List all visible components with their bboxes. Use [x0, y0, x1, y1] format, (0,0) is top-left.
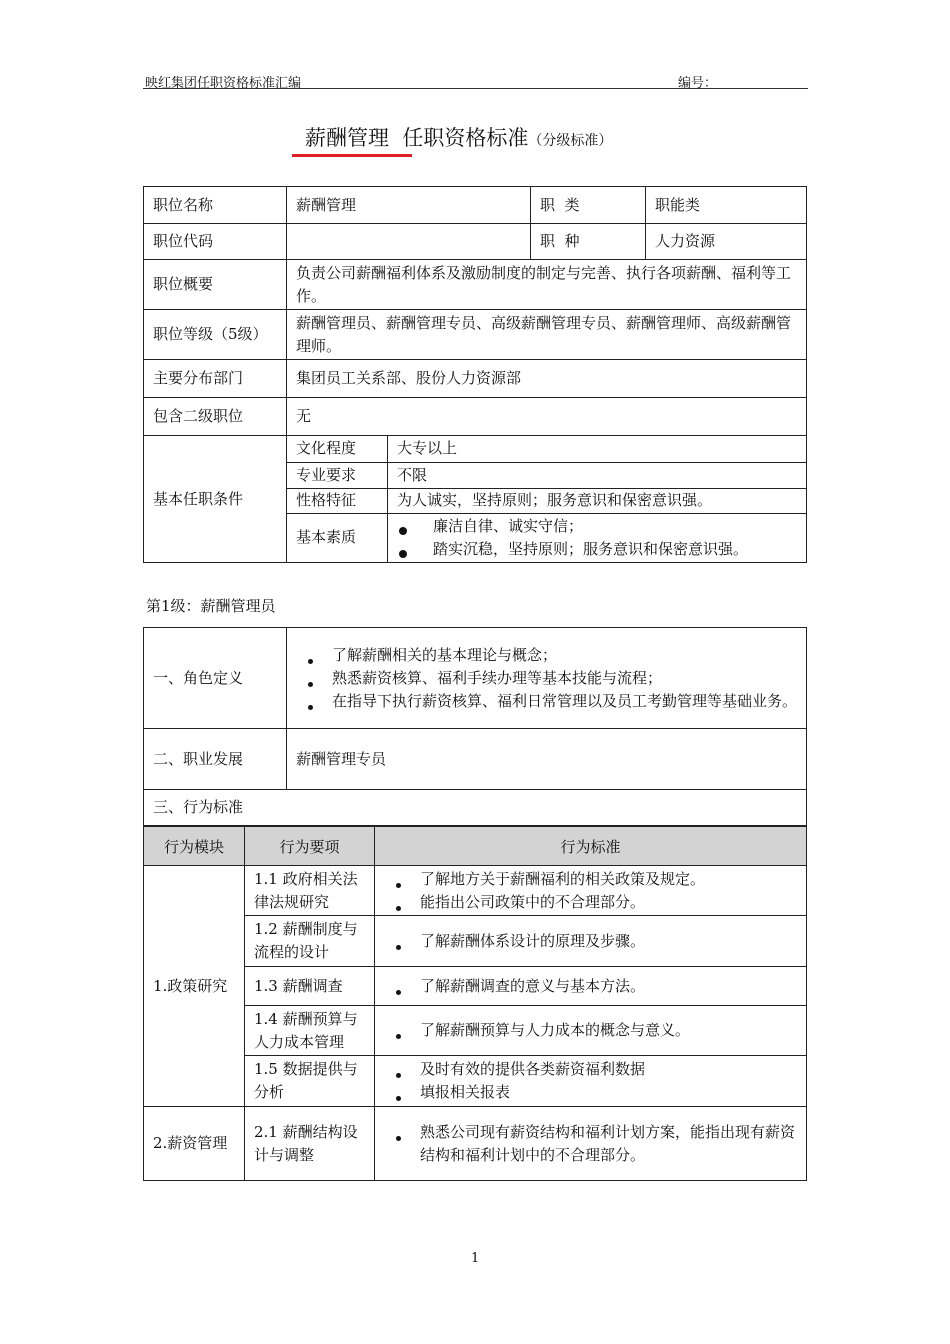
sub-position-label: 包含二级职位 [144, 398, 287, 436]
behavior-item: 2.1 薪酬结构设计与调整 [245, 1107, 375, 1181]
title-main: 薪酬管理 任职资格标准 [305, 126, 529, 150]
list-item: 了解薪酬调查的意义与基本方法。 [384, 975, 797, 998]
table-row [144, 187, 807, 224]
condition-value: 大专以上 [397, 439, 458, 458]
condition-key: 文化程度 [287, 436, 388, 462]
career-value: 薪酬管理专员 [287, 729, 807, 790]
table-row [144, 436, 807, 563]
list-item: 了解薪酬体系设计的原理及步骤。 [384, 930, 797, 953]
grade-label: 职位等级（5级） [144, 310, 287, 360]
table-row [144, 260, 807, 310]
column-header: 行为要项 [245, 827, 375, 866]
table-header-row [144, 827, 807, 866]
conditions-label: 基本任职条件 [144, 436, 287, 563]
position-code-label: 职位代码 [144, 224, 287, 260]
condition-key: 基本素质 [287, 513, 388, 562]
module-name: 1.政策研究 [144, 866, 245, 1107]
level1-table [143, 627, 807, 826]
list-item: 熟悉薪资核算、福利手续办理等基本技能与流程； [296, 667, 797, 690]
list-item: 踏实沉稳，坚持原则；服务意识和保密意识强。 [397, 538, 797, 561]
job-class-value: 职能类 [646, 187, 807, 224]
header-title: 映红集团任职资格标准汇编 [145, 76, 302, 91]
page-number: 1 [471, 1251, 480, 1266]
bullet-list [296, 644, 797, 713]
behavior-item: 1.4 薪酬预算与人力成本管理 [245, 1006, 375, 1056]
list-item: 了解薪酬预算与人力成本的概念与意义。 [384, 1019, 797, 1042]
table-row [144, 224, 807, 260]
condition-value: 不限 [388, 462, 807, 488]
position-code-value [287, 224, 531, 260]
position-name-value: 薪酬管理 [287, 187, 531, 224]
list-item: 了解薪酬相关的基本理论与概念； [296, 644, 797, 667]
table-row [144, 729, 807, 790]
summary-value: 负责公司薪酬福利体系及激励制度的制定与完善、执行各项薪酬、福利等工作。 [287, 260, 807, 310]
behavior-item: 1.5 数据提供与分析 [245, 1056, 375, 1107]
column-header: 行为标准 [375, 827, 807, 866]
table-row [144, 398, 807, 436]
basic-info-table [143, 186, 807, 563]
department-value: 集团员工关系部、股份人力资源部 [287, 360, 807, 398]
page-header [143, 70, 808, 89]
behavior-table [143, 826, 807, 1181]
module-name: 2.薪资管理 [144, 1107, 245, 1181]
career-label: 二、职业发展 [144, 729, 287, 790]
page-title [305, 122, 612, 152]
department-label: 主要分布部门 [144, 360, 287, 398]
bullet-list [384, 1121, 797, 1167]
list-item: 在指导下执行薪资核算、福利日常管理以及员工考勤管理等基础业务。 [296, 690, 797, 713]
list-item: 了解地方关于薪酬福利的相关政策及规定。 [384, 868, 797, 891]
role-label: 一、角色定义 [144, 628, 287, 729]
job-type-label: 职 种 [531, 224, 646, 260]
bullet-list [397, 515, 797, 561]
level-title: 第1级：薪酬管理员 [146, 597, 276, 615]
bullet-list [384, 1058, 797, 1104]
title-sub: （分级标准） [528, 133, 613, 149]
behavior-item: 1.1 政府相关法律法规研究 [245, 866, 375, 916]
list-item: 能指出公司政策中的不合理部分。 [384, 891, 797, 914]
job-class-label: 职 类 [531, 187, 646, 224]
list-item: 熟悉公司现有薪资结构和福利计划方案，能指出现有薪资结构和福利计划中的不合理部分。 [384, 1121, 797, 1167]
behavior-label: 三、行为标准 [144, 790, 807, 826]
condition-key: 性格特征 [287, 488, 388, 513]
table-row [144, 628, 807, 729]
title-underline [292, 154, 412, 157]
summary-label: 职位概要 [144, 260, 287, 310]
job-type-value: 人力资源 [646, 224, 807, 260]
list-item: 廉洁自律、诚实守信； [397, 515, 797, 538]
table-row [144, 1107, 807, 1181]
table-row [144, 360, 807, 398]
conditions-table [287, 436, 806, 562]
behavior-item: 1.3 薪酬调查 [245, 967, 375, 1006]
table-row [144, 866, 807, 916]
bullet-list [384, 930, 797, 953]
bullet-list [384, 1019, 797, 1042]
behavior-item: 1.2 薪酬制度与流程的设计 [245, 916, 375, 967]
list-item: 及时有效的提供各类薪资福利数据 [384, 1058, 797, 1081]
table-row [144, 790, 807, 826]
grade-value: 薪酬管理员、薪酬管理专员、高级薪酬管理专员、薪酬管理师、高级薪酬管理师。 [287, 310, 807, 360]
condition-value: 为人诚实，坚持原则；服务意识和保密意识强。 [388, 488, 807, 513]
table-row [144, 310, 807, 360]
column-header: 行为模块 [144, 827, 245, 866]
condition-key: 专业要求 [287, 462, 388, 488]
bullet-list [384, 975, 797, 998]
bullet-list [384, 868, 797, 914]
position-name-label: 职位名称 [144, 187, 287, 224]
sub-position-value: 无 [287, 398, 807, 436]
list-item: 填报相关报表 [384, 1081, 797, 1104]
header-number-label: 编号： [678, 76, 718, 91]
